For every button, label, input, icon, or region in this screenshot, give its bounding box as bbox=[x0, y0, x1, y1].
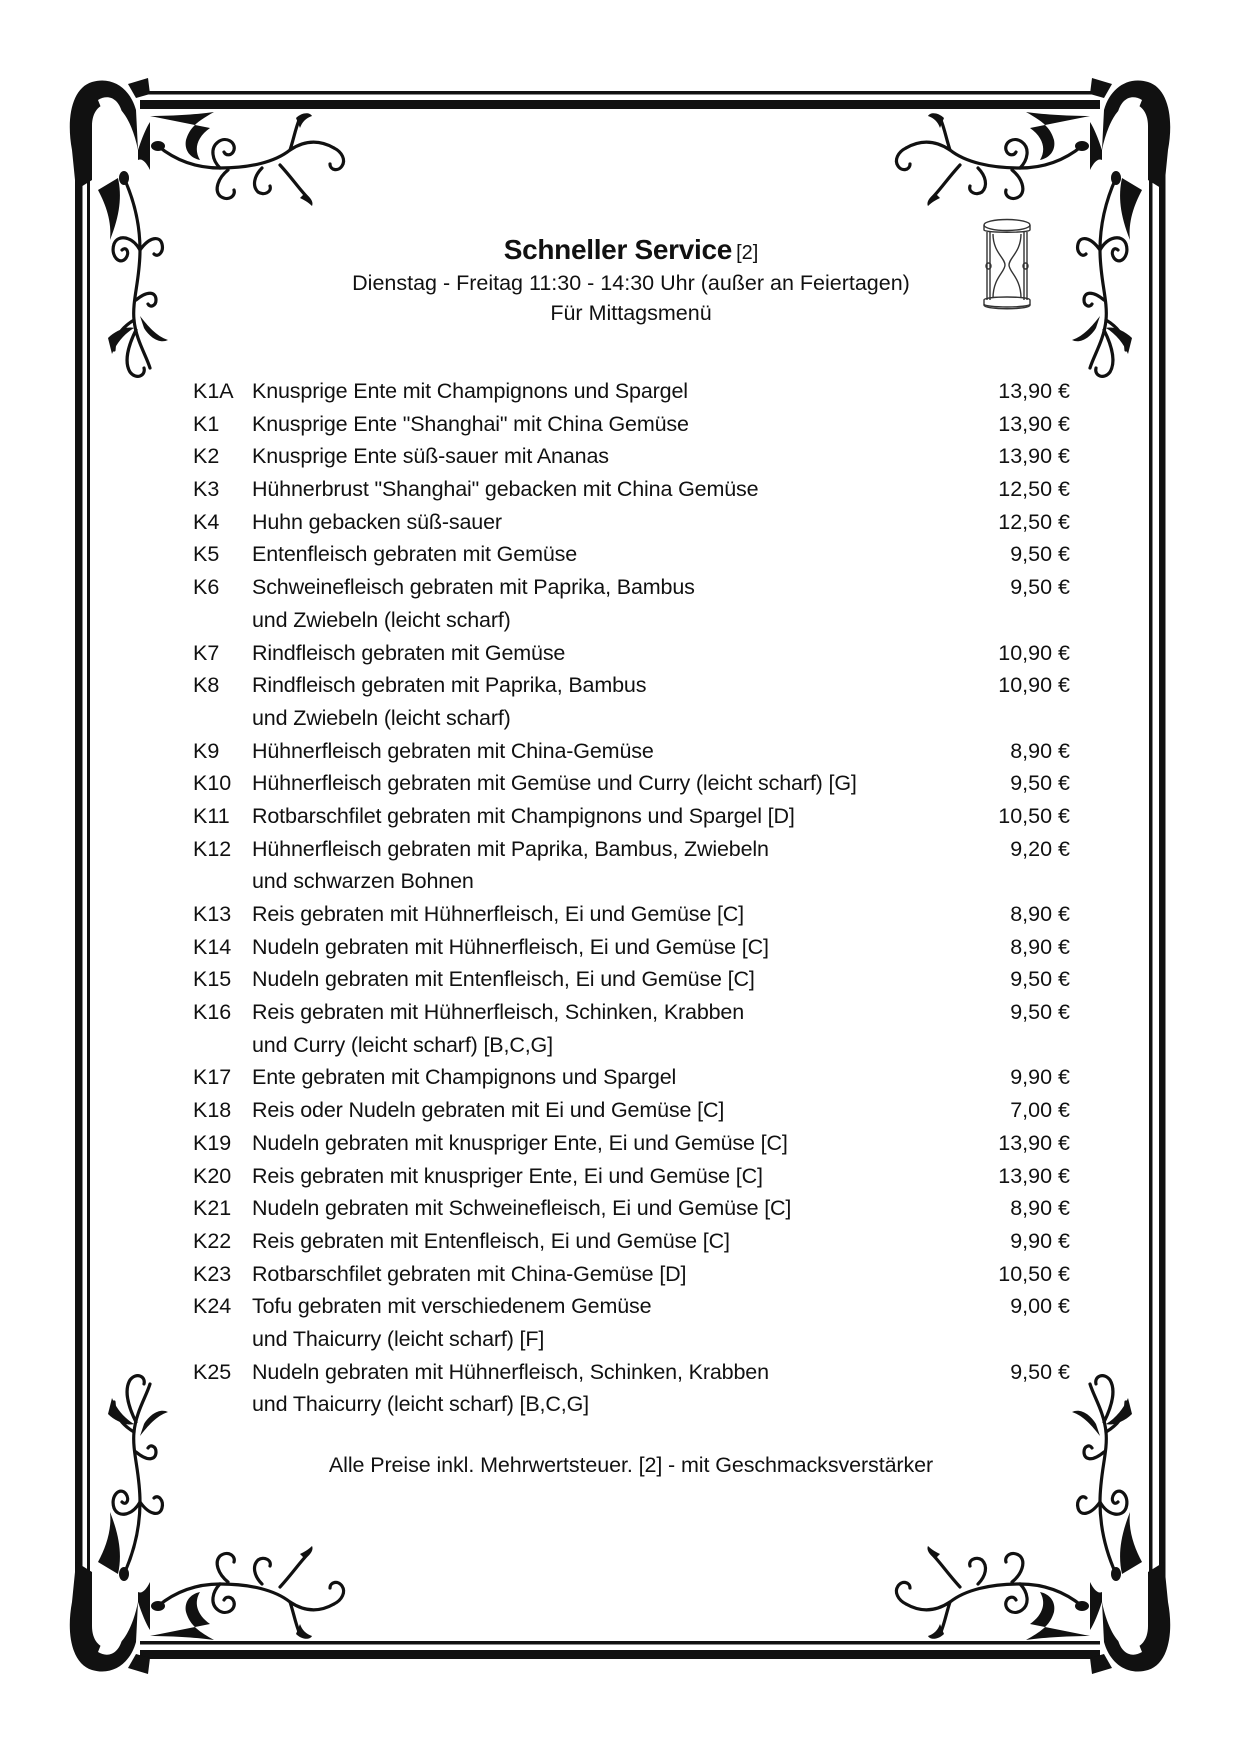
menu-item-code: K8 bbox=[193, 673, 220, 698]
menu-item-continuation-line bbox=[193, 1029, 1070, 1062]
menu-item-code: K2 bbox=[193, 444, 220, 469]
menu-item-price bbox=[980, 865, 1070, 898]
menu-item-main-line bbox=[193, 408, 1070, 441]
corner-ornament-top-right bbox=[896, 78, 1170, 376]
menu-item-description: Schweinefleisch gebraten mit Paprika, Bambus bbox=[252, 575, 695, 600]
menu-item-description: Nudeln gebraten mit Hühnerfleisch, Schinken, Krabben bbox=[252, 1359, 769, 1384]
menu-item-code: K23 bbox=[193, 1261, 232, 1286]
menu-item-code: K19 bbox=[193, 1130, 232, 1155]
menu-item bbox=[193, 506, 1070, 539]
menu-item-main-line bbox=[193, 440, 1070, 473]
menu-item-main-line bbox=[193, 1127, 1070, 1160]
menu-item-continuation-line bbox=[193, 1323, 1070, 1356]
menu-item-code: K16 bbox=[193, 1000, 232, 1025]
menu-item-price: 7,00 € bbox=[1010, 1098, 1070, 1123]
menu-item-main-line bbox=[193, 1160, 1070, 1193]
title-footnote-marker: [2] bbox=[736, 242, 759, 264]
menu-item-code: K1A bbox=[193, 379, 234, 403]
menu-item bbox=[193, 1290, 1070, 1355]
menu-item-code: K6 bbox=[193, 575, 220, 600]
menu-item-description: und schwarzen Bohnen bbox=[252, 869, 474, 894]
menu-item-code bbox=[193, 865, 252, 898]
menu-item bbox=[193, 833, 1070, 898]
menu-item bbox=[193, 440, 1070, 473]
menu-item-price: 13,90 € bbox=[998, 444, 1070, 469]
menu-item-description: Reis gebraten mit knuspriger Ente, Ei und Gemüse [C] bbox=[252, 1163, 763, 1188]
menu-item-code: K17 bbox=[193, 1065, 232, 1090]
menu-item-code: K1 bbox=[193, 411, 220, 436]
menu-item-continuation-line bbox=[193, 604, 1070, 637]
menu-item-main-line bbox=[193, 1061, 1070, 1094]
menu-item-description: Hühnerbrust "Shanghai" gebacken mit China Gemüse bbox=[252, 477, 759, 502]
menu-item bbox=[193, 408, 1070, 441]
menu-item-price: 10,90 € bbox=[998, 673, 1070, 698]
menu-item-price: 9,50 € bbox=[1010, 542, 1070, 567]
menu-item bbox=[193, 1258, 1070, 1291]
menu-list bbox=[193, 375, 1070, 1421]
menu-item-description: Nudeln gebraten mit knuspriger Ente, Ei und Gemüse [C] bbox=[252, 1130, 788, 1155]
menu-item-description: Knusprige Ente mit Champignons und Spargel bbox=[252, 379, 688, 403]
menu-item-code: K15 bbox=[193, 967, 232, 992]
menu-item-code bbox=[193, 702, 252, 735]
menu-item-description: Knusprige Ente "Shanghai" mit China Gemüse bbox=[252, 411, 689, 436]
menu-item-code bbox=[193, 1029, 252, 1062]
menu-item-price: 8,90 € bbox=[1010, 1196, 1070, 1221]
menu-item-code: K12 bbox=[193, 836, 232, 861]
menu-item-continuation-line bbox=[193, 1388, 1070, 1421]
menu-item-price: 9,50 € bbox=[1010, 575, 1070, 600]
menu-item bbox=[193, 898, 1070, 931]
menu-item-main-line bbox=[193, 996, 1070, 1029]
menu-item-description: und Zwiebeln (leicht scharf) bbox=[252, 607, 511, 632]
menu-item-price: 8,90 € bbox=[1010, 902, 1070, 926]
menu-item bbox=[193, 473, 1070, 506]
menu-item-price: 10,50 € bbox=[998, 1261, 1070, 1286]
menu-item-code bbox=[193, 604, 252, 637]
menu-item-price: 9,50 € bbox=[1010, 1359, 1070, 1384]
menu-item-price: 12,50 € bbox=[998, 509, 1070, 534]
menu-item-main-line bbox=[193, 1225, 1070, 1258]
menu-item-main-line bbox=[193, 571, 1070, 604]
menu-item bbox=[193, 538, 1070, 571]
menu-item bbox=[193, 1061, 1070, 1094]
menu-item-main-line bbox=[193, 963, 1070, 996]
menu-item bbox=[193, 1160, 1070, 1193]
menu-item-description: Ente gebraten mit Champignons und Spargel bbox=[252, 1065, 677, 1090]
menu-item-code: K25 bbox=[193, 1359, 232, 1384]
menu-item-description: Rotbarschfilet gebraten mit Champignons und Spargel [D] bbox=[252, 803, 795, 828]
menu-item bbox=[193, 996, 1070, 1061]
menu-item-code: K3 bbox=[193, 477, 220, 502]
menu-item-code: K10 bbox=[193, 771, 232, 796]
menu-item-price: 13,90 € bbox=[998, 379, 1070, 403]
menu-item-description: Knusprige Ente süß-sauer mit Ananas bbox=[252, 444, 609, 469]
menu-item bbox=[193, 375, 1070, 408]
menu-item-description: Hühnerfleisch gebraten mit Paprika, Bambus, Zwiebeln bbox=[252, 836, 769, 861]
menu-item-price bbox=[980, 702, 1070, 735]
menu-item-description: Nudeln gebraten mit Hühnerfleisch, Ei und Gemüse [C] bbox=[252, 934, 769, 959]
menu-item-continuation-line bbox=[193, 865, 1070, 898]
menu-item-price: 13,90 € bbox=[998, 411, 1070, 436]
menu-item bbox=[193, 1127, 1070, 1160]
menu-item bbox=[193, 735, 1070, 768]
menu-item-price: 13,90 € bbox=[998, 1130, 1070, 1155]
menu-item-price: 10,50 € bbox=[998, 803, 1070, 828]
menu-item bbox=[193, 931, 1070, 964]
menu-item-code: K5 bbox=[193, 542, 220, 567]
menu-item-main-line bbox=[193, 1258, 1070, 1291]
menu-item-price bbox=[980, 1388, 1070, 1421]
menu-item-code: K20 bbox=[193, 1163, 232, 1188]
menu-item-main-line bbox=[193, 375, 1070, 408]
menu-item-description: Reis gebraten mit Entenfleisch, Ei und Gemüse [C] bbox=[252, 1228, 730, 1253]
menu-item-code: K24 bbox=[193, 1294, 232, 1319]
menu-item-description: und Curry (leicht scharf) [B,C,G] bbox=[252, 1032, 553, 1057]
menu-item bbox=[193, 1356, 1070, 1421]
menu-item-main-line bbox=[193, 506, 1070, 539]
menu-item-price: 9,20 € bbox=[1010, 836, 1070, 861]
menu-item bbox=[193, 800, 1070, 833]
menu-item-price: 9,50 € bbox=[1010, 771, 1070, 796]
menu-item bbox=[193, 1225, 1070, 1258]
menu-item-description: Hühnerfleisch gebraten mit China-Gemüse bbox=[252, 738, 654, 763]
menu-item-main-line bbox=[193, 1356, 1070, 1389]
menu-header bbox=[200, 232, 1062, 328]
menu-item-code: K14 bbox=[193, 934, 232, 959]
menu-item-main-line bbox=[193, 669, 1070, 702]
menu-item-price: 9,50 € bbox=[1010, 967, 1070, 992]
menu-item bbox=[193, 767, 1070, 800]
menu-item-main-line bbox=[193, 898, 1070, 931]
menu-item-code: K4 bbox=[193, 509, 220, 534]
menu-item-description: und Thaicurry (leicht scharf) [B,C,G] bbox=[252, 1392, 589, 1417]
menu-item-code: K11 bbox=[193, 803, 230, 828]
menu-item-description: Rindfleisch gebraten mit Gemüse bbox=[252, 640, 566, 665]
menu-item bbox=[193, 669, 1070, 734]
menu-item-description: Rindfleisch gebraten mit Paprika, Bambus bbox=[252, 673, 647, 698]
menu-item-main-line bbox=[193, 538, 1070, 571]
hourglass-icon bbox=[981, 218, 1033, 312]
menu-item-price bbox=[980, 1323, 1070, 1356]
menu-item-price: 12,50 € bbox=[998, 477, 1070, 502]
menu-item-code: K9 bbox=[193, 738, 220, 763]
menu-item-description: Entenfleisch gebraten mit Gemüse bbox=[252, 542, 578, 567]
menu-item bbox=[193, 637, 1070, 670]
menu-item-main-line bbox=[193, 1290, 1070, 1323]
menu-item-code bbox=[193, 1323, 252, 1356]
menu-item-description: Tofu gebraten mit verschiedenem Gemüse bbox=[252, 1294, 652, 1319]
menu-item-main-line bbox=[193, 767, 1070, 800]
menu-item-description: Reis gebraten mit Hühnerfleisch, Ei und Gemüse [C] bbox=[252, 902, 745, 926]
menu-item-description: und Thaicurry (leicht scharf) [F] bbox=[252, 1326, 545, 1351]
corner-ornament-top-left bbox=[70, 78, 344, 376]
menu-item-main-line bbox=[193, 735, 1070, 768]
menu-item bbox=[193, 963, 1070, 996]
title-line bbox=[200, 232, 1062, 268]
menu-item-price bbox=[980, 604, 1070, 637]
menu-item-price: 13,90 € bbox=[998, 1163, 1070, 1188]
menu-item-price: 10,90 € bbox=[998, 640, 1070, 665]
menu-item-main-line bbox=[193, 833, 1070, 866]
menu-item-price: 9,90 € bbox=[1010, 1228, 1070, 1253]
price-footnote: Alle Preise inkl. Mehrwertsteuer. [2] - mit Geschmacksverstärker bbox=[328, 1453, 934, 1477]
subtitle: Für Mittagsmenü bbox=[550, 301, 712, 325]
service-hours: Dienstag - Freitag 11:30 - 14:30 Uhr (außer an Feiertagen) bbox=[352, 271, 910, 295]
menu-item bbox=[193, 1192, 1070, 1225]
menu-item-price: 9,50 € bbox=[1010, 1000, 1070, 1025]
menu-item-main-line bbox=[193, 931, 1070, 964]
menu-item-continuation-line bbox=[193, 702, 1070, 735]
menu-item-price: 8,90 € bbox=[1010, 934, 1070, 959]
menu-item-code: K13 bbox=[193, 902, 232, 926]
menu-item-description: Rotbarschfilet gebraten mit China-Gemüse [D] bbox=[252, 1261, 687, 1286]
menu-item-description: Huhn gebacken süß-sauer bbox=[252, 509, 502, 534]
menu-item-code: K22 bbox=[193, 1228, 232, 1253]
menu-item-main-line bbox=[193, 637, 1070, 670]
menu-item-price bbox=[980, 1029, 1070, 1062]
menu-item-description: Hühnerfleisch gebraten mit Gemüse und Curry (leicht scharf) [G] bbox=[252, 771, 857, 796]
menu-item-code bbox=[193, 1388, 252, 1421]
menu-item bbox=[193, 571, 1070, 636]
menu-item-main-line bbox=[193, 1192, 1070, 1225]
menu-item-code: K21 bbox=[193, 1196, 232, 1221]
menu-item-description: Nudeln gebraten mit Schweinefleisch, Ei und Gemüse [C] bbox=[252, 1196, 792, 1221]
menu-item-code: K18 bbox=[193, 1098, 232, 1123]
menu-item-description: und Zwiebeln (leicht scharf) bbox=[252, 705, 511, 730]
menu-item-code: K7 bbox=[193, 640, 220, 665]
menu-item-main-line bbox=[193, 800, 1070, 833]
menu-item-description: Reis oder Nudeln gebraten mit Ei und Gemüse [C] bbox=[252, 1098, 725, 1123]
menu-item-description: Reis gebraten mit Hühnerfleisch, Schinken, Krabben bbox=[252, 1000, 745, 1025]
menu-item-description: Nudeln gebraten mit Entenfleisch, Ei und Gemüse [C] bbox=[252, 967, 755, 992]
menu-item-price: 9,00 € bbox=[1010, 1294, 1070, 1319]
menu-item-main-line bbox=[193, 1094, 1070, 1127]
page-title: Schneller Service bbox=[503, 234, 733, 265]
menu-item-price: 9,90 € bbox=[1010, 1065, 1070, 1090]
menu-item-price: 8,90 € bbox=[1010, 738, 1070, 763]
menu-item bbox=[193, 1094, 1070, 1127]
menu-item-main-line bbox=[193, 473, 1070, 506]
